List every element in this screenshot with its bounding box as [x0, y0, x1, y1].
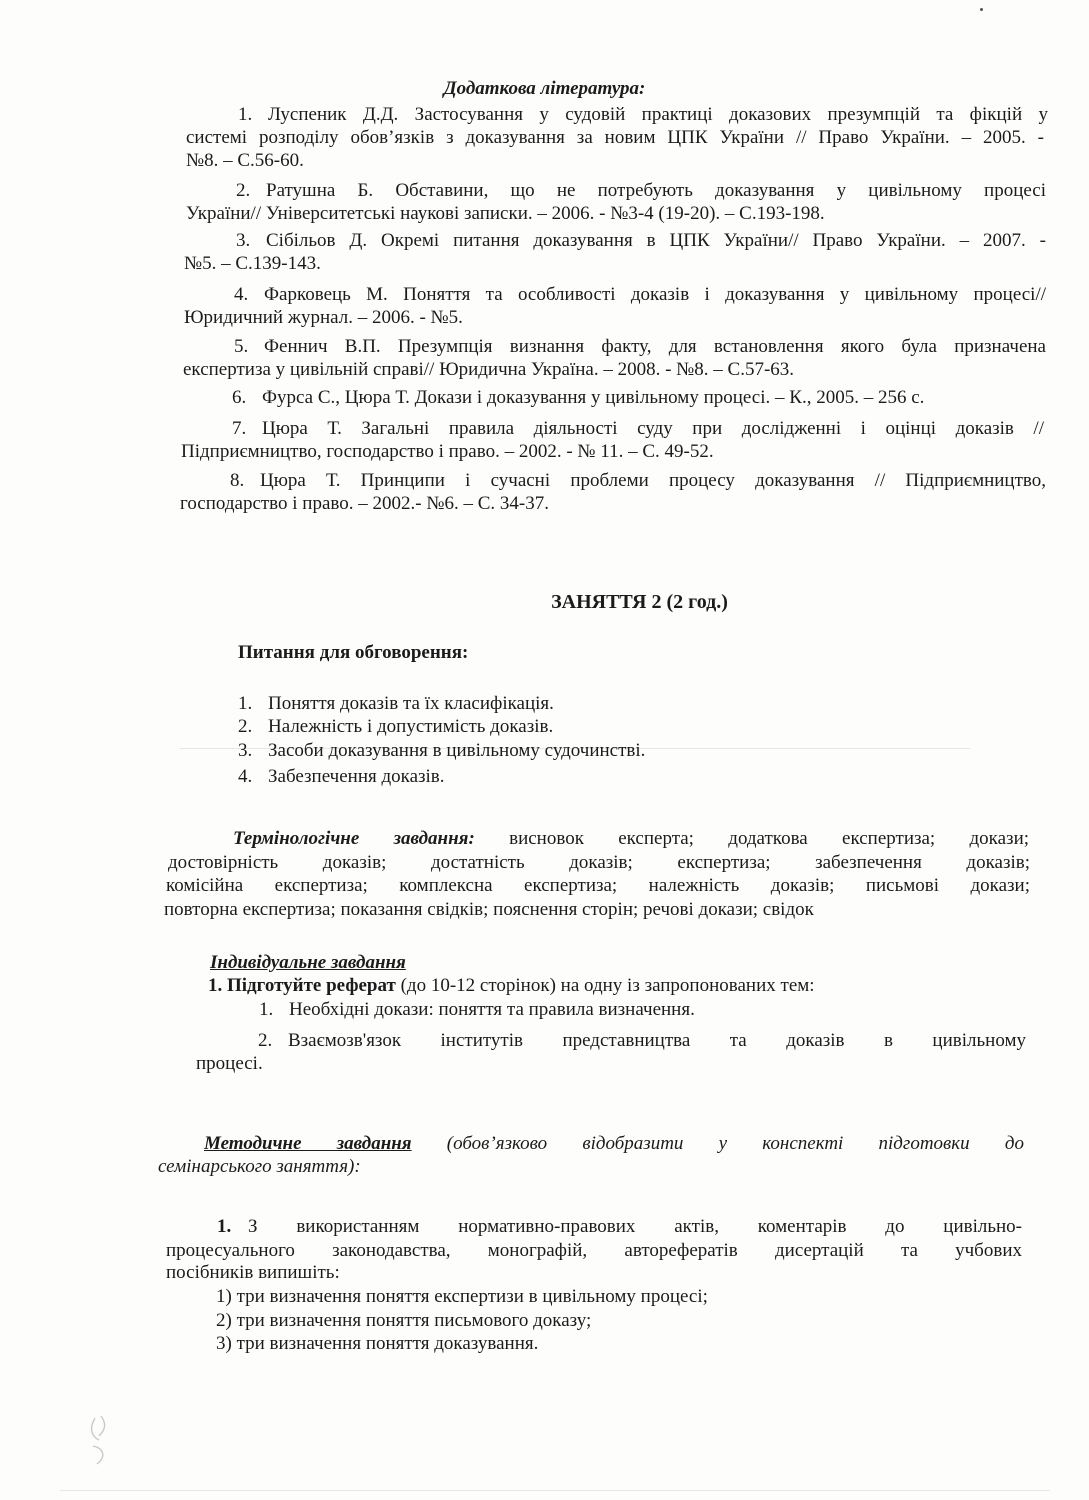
lit-item-1-line3: №8. – С.56-60. — [186, 150, 304, 171]
lit-item-6-line1: Фурса С., Цюра Т. Докази і доказування у цивільному процесі. – К., 2005. – 256 с. — [262, 387, 925, 408]
individual-task — [208, 975, 815, 997]
terminology-line3: комісійна експертиза; комплексна експертиза; належність доказів; письмові докази; — [166, 875, 1030, 896]
individual-task-rest: (до 10-12 сторінок) на одну із запропонованих тем: — [395, 975, 815, 996]
methodical-item-3: 3) три визначення поняття доказування. — [216, 1333, 539, 1354]
lit-item-2-num: 2. — [236, 180, 251, 201]
lesson-title: ЗАНЯТТЯ 2 (2 год.) — [551, 591, 728, 613]
lit-item-1-num: 1. — [238, 104, 253, 125]
lit-item-4-line2: Юридичний журнал. – 2006. - №5. — [184, 307, 463, 328]
literature-heading: Додаткова література: — [443, 78, 646, 99]
terminology-terms-start: висновок експерта; додаткова експертиза; докази; — [509, 828, 1030, 849]
lit-item-8-line1: Цюра Т. Принципи і сучасні проблеми процесу доказування // Підприємництво, — [260, 470, 1046, 491]
question-3-num: 3. — [238, 740, 253, 761]
lit-item-4-line1: Фарковець М. Поняття та особливості доказів і доказування у цивільному процесі// — [264, 284, 1046, 305]
lit-item-8-num: 8. — [230, 470, 245, 491]
terminology-line2: достовірність доказів; достатність доказів; експертиза; забезпечення доказів; — [168, 852, 1030, 873]
terminology-line1 — [233, 828, 1029, 850]
scan-rule — [60, 1490, 1050, 1491]
lit-item-7-num: 7. — [232, 418, 247, 439]
topic-1-num: 1. — [259, 999, 274, 1020]
methodical-task-num: 1. — [217, 1216, 232, 1237]
topic-2-num: 2. — [258, 1030, 273, 1051]
question-2-num: 2. — [238, 716, 253, 737]
lit-item-2-line1: Ратушна Б. Обставини, що не потребують доказування у цивільному процесі — [266, 180, 1046, 201]
lit-item-8-line2: господарство і право. – 2002.- №6. – С. 34-37. — [180, 493, 549, 514]
methodical-heading: Методичне завдання — [204, 1133, 412, 1154]
methodical-task-line3: посібників випишіть: — [166, 1262, 340, 1283]
lit-item-5-line2: експертиза у цивільній справі// Юридична Україна. – 2008. - №8. – С.57-63. — [183, 359, 795, 380]
lit-item-2-line2: України// Університетські наукові записки. – 2006. - №3-4 (19-20). – С.193-198. — [186, 203, 825, 224]
topic-1-text: Необхідні докази: поняття та правила визначення. — [289, 999, 695, 1020]
individual-task-bold: 1. Підготуйте реферат — [208, 975, 396, 996]
question-4-text: Забезпечення доказів. — [268, 766, 445, 787]
question-3-text: Засоби доказування в цивільному судочинстві. — [268, 740, 646, 761]
methodical-item-2: 2) три визначення поняття письмового доказу; — [216, 1310, 592, 1331]
methodical-line1 — [204, 1133, 1024, 1155]
questions-heading: Питання для обговорення: — [238, 642, 469, 663]
methodical-task-line2: процесуального законодавства, монографій, авторефератів дисертацій та учбових — [166, 1240, 1022, 1261]
lit-item-6-num: 6. — [232, 387, 247, 408]
lit-item-7-line1: Цюра Т. Загальні правила діяльності суду при дослідженні і оцінці доказів // — [262, 418, 1044, 439]
lit-item-3-line1: Сібільов Д. Окремі питання доказування в ЦПК України// Право України. – 2007. - — [266, 230, 1046, 251]
lit-item-3-line2: №5. – С.139-143. — [184, 253, 321, 274]
scan-speck — [980, 8, 983, 11]
lit-item-3-num: 3. — [236, 230, 251, 251]
lit-item-4-num: 4. — [234, 284, 249, 305]
lit-item-1-line2: системі розподілу обов’язків з доказування за новим ЦПК України // Право України. – 2005. - — [186, 127, 1044, 148]
terminology-line4: повторна експертиза; показання свідків; пояснення сторін; речові докази; свідок — [164, 899, 814, 920]
pencil-scribble-icon — [85, 1410, 125, 1470]
lit-item-7-line2: Підприємництво, господарство і право. – 2002. - № 11. – С. 49-52. — [181, 441, 714, 462]
question-2-text: Належність і допустимість доказів. — [268, 716, 554, 737]
question-1-num: 1. — [238, 693, 253, 714]
lit-item-1-line1: Луспеник Д.Д. Застосування у судовій практиці доказових презумпцій та фікцій у — [268, 104, 1048, 125]
question-1-text: Поняття доказів та їх класифікація. — [268, 693, 554, 714]
lit-item-5-num: 5. — [234, 336, 249, 357]
lit-item-5-line1: Феннич В.П. Презумпція визнання факту, для встановлення якого була призначена — [264, 336, 1046, 357]
topic-2-line1: Взаємозв'язок інститутів представництва та доказів в цивільному — [288, 1030, 1026, 1051]
methodical-task-line1: З використанням нормативно-правових актів, коментарів до цивільно- — [248, 1216, 1022, 1237]
question-4-num: 4. — [238, 766, 253, 787]
terminology-label: Термінологічне завдання: — [233, 828, 475, 849]
methodical-note-2: семінарського заняття): — [158, 1156, 361, 1177]
individual-heading: Індивідуальне завдання — [210, 952, 406, 973]
topic-2-line2: процесі. — [196, 1053, 263, 1074]
methodical-note-1: (обов’язково відобразити у конспекті підготовки до — [446, 1133, 1024, 1154]
methodical-item-1: 1) три визначення поняття експертизи в цивільному процесі; — [216, 1286, 708, 1307]
